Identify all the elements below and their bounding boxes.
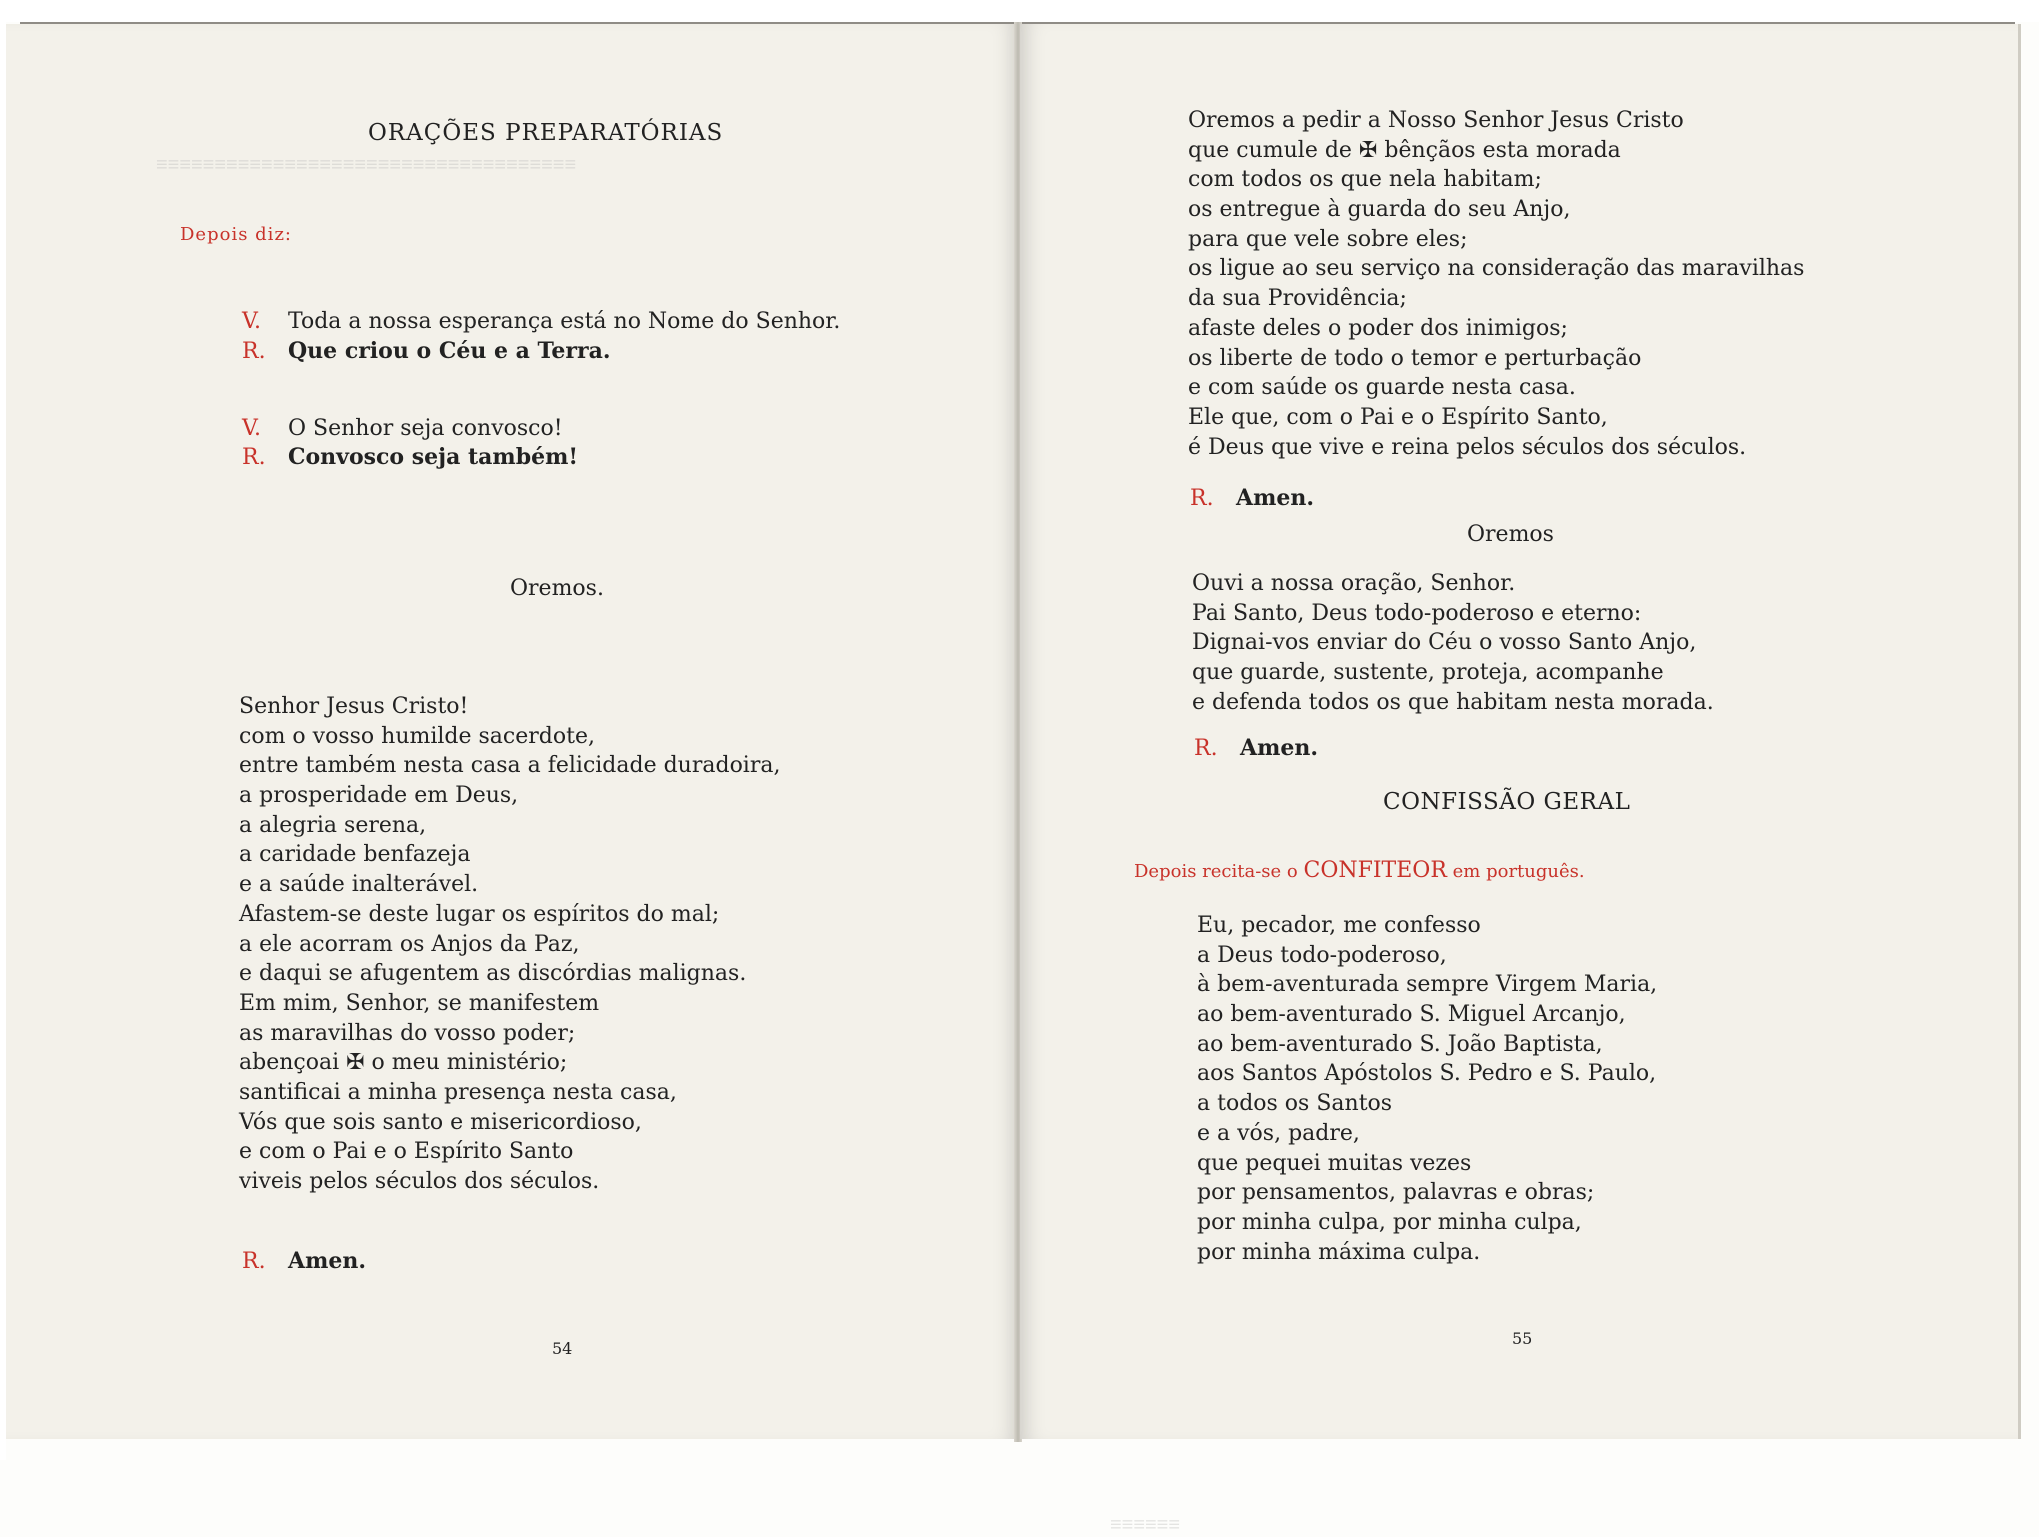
rubric-post: em português. (1452, 861, 1585, 882)
right-page (1020, 24, 2021, 1536)
amen-text: Amen. (1236, 485, 1314, 511)
versicle-mark: V. (242, 309, 262, 334)
rubric-pre: Depois recita-se o (1134, 861, 1298, 882)
prayer-line: santificai a minha presença nesta casa, (239, 1079, 677, 1105)
section-title: CONFISSÃO GERAL (1383, 789, 1631, 815)
confiteor-rubric (1134, 856, 1585, 886)
prayer-line: a prosperidade em Deus, (239, 783, 519, 809)
confiteor-line: à bem-aventurada sempre Virgem Maria, (1197, 972, 1658, 998)
versicle-text: Toda a nossa esperança está no Nome do Senhor. (288, 309, 841, 334)
prayer-line: a ele acorram os Anjos da Paz, (239, 931, 580, 957)
versicle-mark: V. (242, 416, 262, 441)
prayer-line: que guarde, sustente, proteja, acompanhe (1192, 660, 1664, 686)
left-page (6, 24, 1018, 1439)
prayer-line: a caridade benfazeja (239, 842, 471, 868)
response-mark: R. (242, 339, 266, 364)
page-number: 54 (552, 1339, 573, 1358)
prayer-1-body (1188, 106, 1804, 462)
amen-response-1 (1190, 484, 1314, 513)
prayer-line: Vós que sois santo e misericordioso, (239, 1109, 642, 1135)
prayer-line: da sua Providência; (1188, 286, 1407, 312)
confiteor-line: por minha máxima culpa. (1197, 1239, 1481, 1265)
prayer-line: Ouvi a nossa oração, Senhor. (1192, 571, 1516, 596)
confiteor-line: que pequei muitas vezes (1197, 1150, 1472, 1176)
amen-text: Amen. (1240, 735, 1318, 761)
prayer-line: e daqui se afugentem as discórdias malignas. (239, 961, 747, 987)
amen-text: Amen. (288, 1248, 366, 1274)
prayer-line: é Deus que vive e reina pelos séculos dos séculos. (1188, 434, 1747, 460)
response-mark: R. (1194, 736, 1218, 761)
bleed-through-text: ≡≡≡≡≡≡≡≡≡≡≡≡≡≡≡≡≡≡≡≡≡≡≡≡≡≡≡≡≡≡≡≡≡≡≡≡ (156, 154, 577, 176)
rubric-keyword: CONFITEOR (1303, 858, 1447, 883)
prayer-line: e com saúde os guarde nesta casa. (1188, 375, 1576, 401)
prayer-line: Pai Santo, Deus todo-poderoso e eterno: (1192, 600, 1642, 626)
prayer-line: com todos os que nela habitam; (1188, 167, 1542, 193)
confiteor-line: ao bem-aventurado S. Miguel Arcanjo, (1197, 1002, 1626, 1028)
page-title: ORAÇÕES PREPARATÓRIAS (368, 120, 724, 146)
amen-response-2 (1194, 734, 1318, 763)
prayer-line: Ele que, com o Pai e o Espírito Santo, (1188, 404, 1608, 430)
prayer-line: para que vele sobre eles; (1188, 226, 1468, 252)
prayer-line: Oremos a pedir a Nosso Senhor Jesus Cristo (1188, 108, 1684, 133)
prayer-line: Afastem-se deste lugar os espíritos do mal; (239, 901, 720, 927)
response-text: Que criou o Céu e a Terra. (288, 338, 611, 364)
page-number: 55 (1512, 1329, 1533, 1348)
oremos-heading: Oremos (1467, 522, 1554, 547)
prayer-line: que cumule de ✠ bênçãos esta morada (1188, 137, 1621, 163)
confiteor-line: aos Santos Apóstolos S. Pedro e S. Paulo, (1197, 1061, 1657, 1087)
response-mark: R. (1190, 486, 1214, 511)
prayer-line: Em mim, Senhor, se manifestem (239, 990, 600, 1016)
prayer-line: e defenda todos os que habitam nesta morada. (1192, 689, 1714, 715)
prayer-line: viveis pelos séculos dos séculos. (239, 1169, 600, 1194)
confiteor-line: Eu, pecador, me confesso (1197, 913, 1481, 938)
amen-response (242, 1247, 366, 1276)
prayer-line: os liberte de todo o temor e perturbação (1188, 345, 1642, 371)
response-text: Convosco seja também! (288, 444, 579, 470)
response-mark: R. (242, 445, 266, 470)
prayer-line: e a saúde inalterável. (239, 872, 479, 898)
prayer-line: os entregue à guarda do seu Anjo, (1188, 197, 1571, 223)
prayer-line: Senhor Jesus Cristo! (239, 694, 469, 719)
confiteor-line: ao bem-aventurado S. João Baptista, (1197, 1031, 1603, 1057)
response-2 (242, 443, 578, 472)
confiteor-line: e a vós, padre, (1197, 1120, 1360, 1146)
prayer-line: Dignai-vos enviar do Céu o vosso Santo Anjo, (1192, 630, 1697, 656)
confiteor-body (1197, 911, 1657, 1267)
prayer-line: entre também nesta casa a felicidade duradoira, (239, 753, 781, 779)
response-mark: R. (242, 1249, 266, 1274)
prayer-line: afaste deles o poder dos inimigos; (1188, 315, 1568, 341)
oremos-heading: Oremos. (510, 576, 604, 601)
confiteor-line: por minha culpa, por minha culpa, (1197, 1209, 1582, 1235)
confiteor-line: a Deus todo-poderoso, (1197, 942, 1447, 968)
prayer-line: abençoai ✠ o meu ministério; (239, 1050, 568, 1076)
prayer-body (239, 692, 780, 1197)
versicle-text: O Senhor seja convosco! (288, 416, 563, 441)
confiteor-line: por pensamentos, palavras e obras; (1197, 1180, 1595, 1206)
prayer-line: a alegria serena, (239, 812, 427, 838)
prayer-line: e com o Pai e o Espírito Santo (239, 1139, 574, 1165)
bleed-through-text: ≡≡≡≡≡≡ (1110, 1514, 1181, 1536)
rubric: Depois diz: (180, 224, 292, 245)
prayer-2-body (1192, 569, 1714, 717)
prayer-line: as maravilhas do vosso poder; (239, 1020, 576, 1046)
response-1 (242, 337, 611, 366)
confiteor-line: a todos os Santos (1197, 1091, 1393, 1117)
versicle-2 (242, 414, 563, 443)
prayer-line: os ligue ao seu serviço na consideração das maravilhas (1188, 256, 1805, 282)
prayer-line: com o vosso humilde sacerdote, (239, 723, 595, 749)
versicle-1 (242, 307, 840, 336)
